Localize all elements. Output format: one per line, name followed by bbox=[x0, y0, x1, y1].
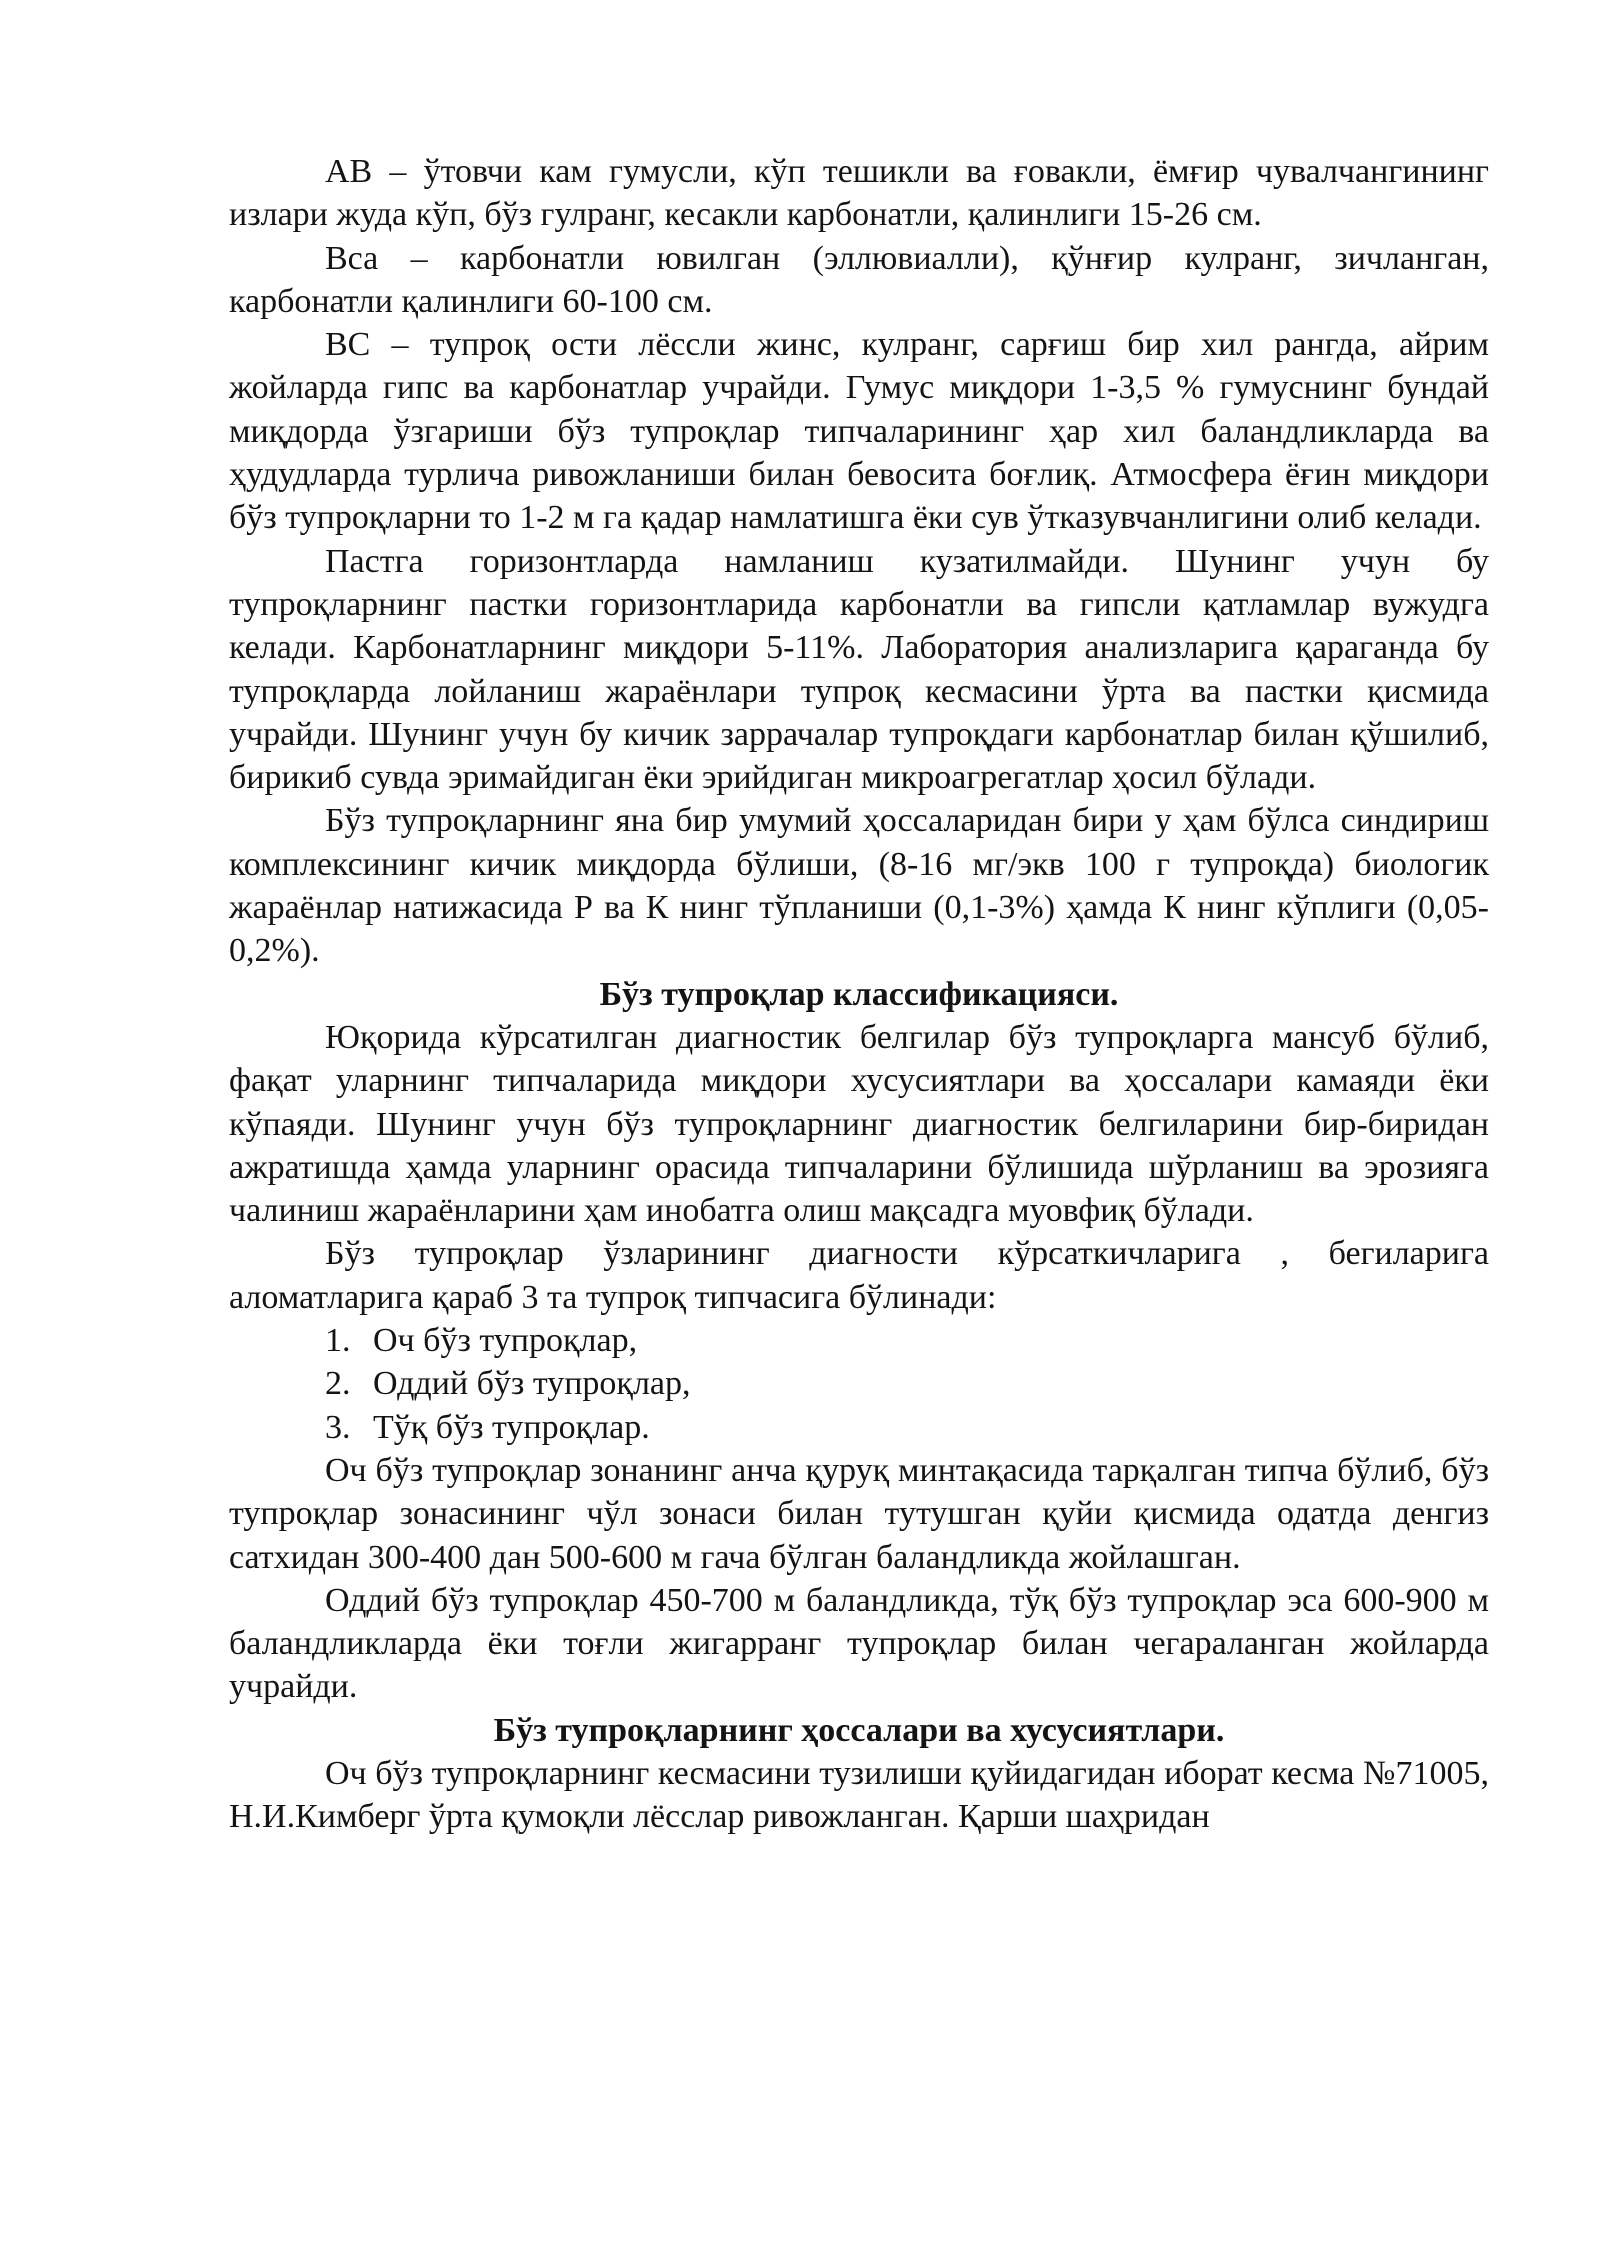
list-item-text: Оч бўз тупроқлар, bbox=[373, 1322, 638, 1360]
heading-classification: Бўз тупроқлар классификацияси. bbox=[599, 975, 1119, 1013]
subtypes-list bbox=[229, 1319, 1489, 1449]
paragraph-light-sierozem: Оч бўз тупроқлар зонанинг анча қуруқ минтақасида тарқалган типча бўлиб, бўз тупроқлар зонасининг чўл зонаси билан тутушган қуйи қисмида одатда денгиз сатхидан 300-400 дан 500-600 м гача бўлган баландликда жойлашган. bbox=[229, 1451, 1489, 1576]
heading-properties: Бўз тупроқларнинг ҳоссалари ва хусусиятлари. bbox=[493, 1711, 1225, 1749]
list-item bbox=[229, 1362, 1489, 1405]
list-item-number: 1. bbox=[325, 1322, 351, 1360]
paragraph-subtypes-intro: Бўз тупроқлар ўзларининг диагности кўрсаткичларига , бегиларига аломатларига қараб 3 та тупроқ типчасига бўлинади: bbox=[229, 1235, 1489, 1316]
list-item-number: 2. bbox=[325, 1365, 351, 1403]
document-page bbox=[229, 150, 1489, 1839]
list-item-text: Тўқ бўз тупроқлар. bbox=[373, 1408, 650, 1446]
list-item bbox=[229, 1406, 1489, 1449]
paragraph-lower-horizons: Пастга горизонтларда намланиш кузатилмайди. Шунинг учун бу тупроқларнинг пастки горизонтларида карбонатли ва гипсли қатламлар вужудга келади. Карбонатларнинг миқдори 5-11%. Лаборатория анализларига қараганда бу тупроқларда лойланиш жараёнлари тупроқ кесмасини ўрта ва пастки қисмида учрайди. Шунинг учун бу кичик заррачалар тупроқдаги карбонатлар билан қўшилиб, бирикиб сувда эримайдиган ёки эрийдиган микроагрегатлар ҳосил бўлади. bbox=[229, 542, 1489, 797]
paragraph-bca-horizon: Вса – карбонатли ювилган (эллювиалли), қўнғир кулранг, зичланган, карбонатли қалинлиги 60-100 см. bbox=[229, 239, 1489, 320]
paragraph-profile-structure: Оч бўз тупроқларнинг кесмасини тузилиши қуйидагидан иборат кесма №71005, Н.И.Кимберг ўрта қумоқли лёсслар ривожланган. Қарши шаҳридан bbox=[229, 1754, 1489, 1836]
paragraph-general-properties: Бўз тупроқларнинг яна бир умумий ҳоссаларидан бири у ҳам бўлса синдириш комплексининг кичик миқдорда бўлиши, (8-16 мг/экв 100 г тупроқда) биологик жараёнлар натижасида Р ва К нинг тўпланиши (0,1-3%) ҳамда К нинг кўплиги (0,05-0,2%). bbox=[229, 802, 1489, 970]
paragraph-ab-horizon: АВ – ўтовчи кам гумусли, кўп тешикли ва ғовакли, ёмғир чувалчангининг излари жуда кўп, бўз гулранг, кесакли карбонатли, қалинлиги 15-26 см. bbox=[229, 153, 1489, 234]
paragraph-bc-horizon: ВС – тупроқ ости лёссли жинс, кулранг, сарғиш бир хил рангда, айрим жойларда гипс ва карбонатлар учрайди. Гумус миқдори 1-3,5 % гумуснинг бундай миқдорда ўзгариши бўз тупроқлар типчаларининг ҳар хил баландликларда ва ҳудудларда турлича ривожланиши билан бевосита боғлиқ. Атмосфера ёғин миқдори бўз тупроқларни то 1-2 м га қадар намлатишга ёки сув ўтказувчанлигини олиб келади. bbox=[229, 326, 1489, 537]
paragraph-typical-dark-sierozem: Оддий бўз тупроқлар 450-700 м баландликда, тўқ бўз тупроқлар эса 600-900 м баландликларда ёки тоғли жигарранг тупроқлар билан чегараланган жойларда учрайди. bbox=[229, 1581, 1489, 1706]
paragraph-diagnostic-signs: Юқорида кўрсатилган диагностик белгилар бўз тупроқларга мансуб бўлиб, фақат уларнинг типчаларида миқдори хусусиятлари ва ҳоссалари камаяди ёки кўпаяди. Шунинг учун бўз тупроқларнинг диагностик белгиларини бир-биридан ажратишда ҳамда уларнинг орасида типчаларини бўлишида шўрланиш ва эрозияга чалиниш жараёнларини ҳам инобатга олиш мақсадга муовфиқ бўлади. bbox=[229, 1018, 1489, 1230]
list-item bbox=[229, 1319, 1489, 1362]
list-item-text: Оддий бўз тупроқлар, bbox=[373, 1365, 691, 1403]
list-item-number: 3. bbox=[325, 1408, 351, 1446]
